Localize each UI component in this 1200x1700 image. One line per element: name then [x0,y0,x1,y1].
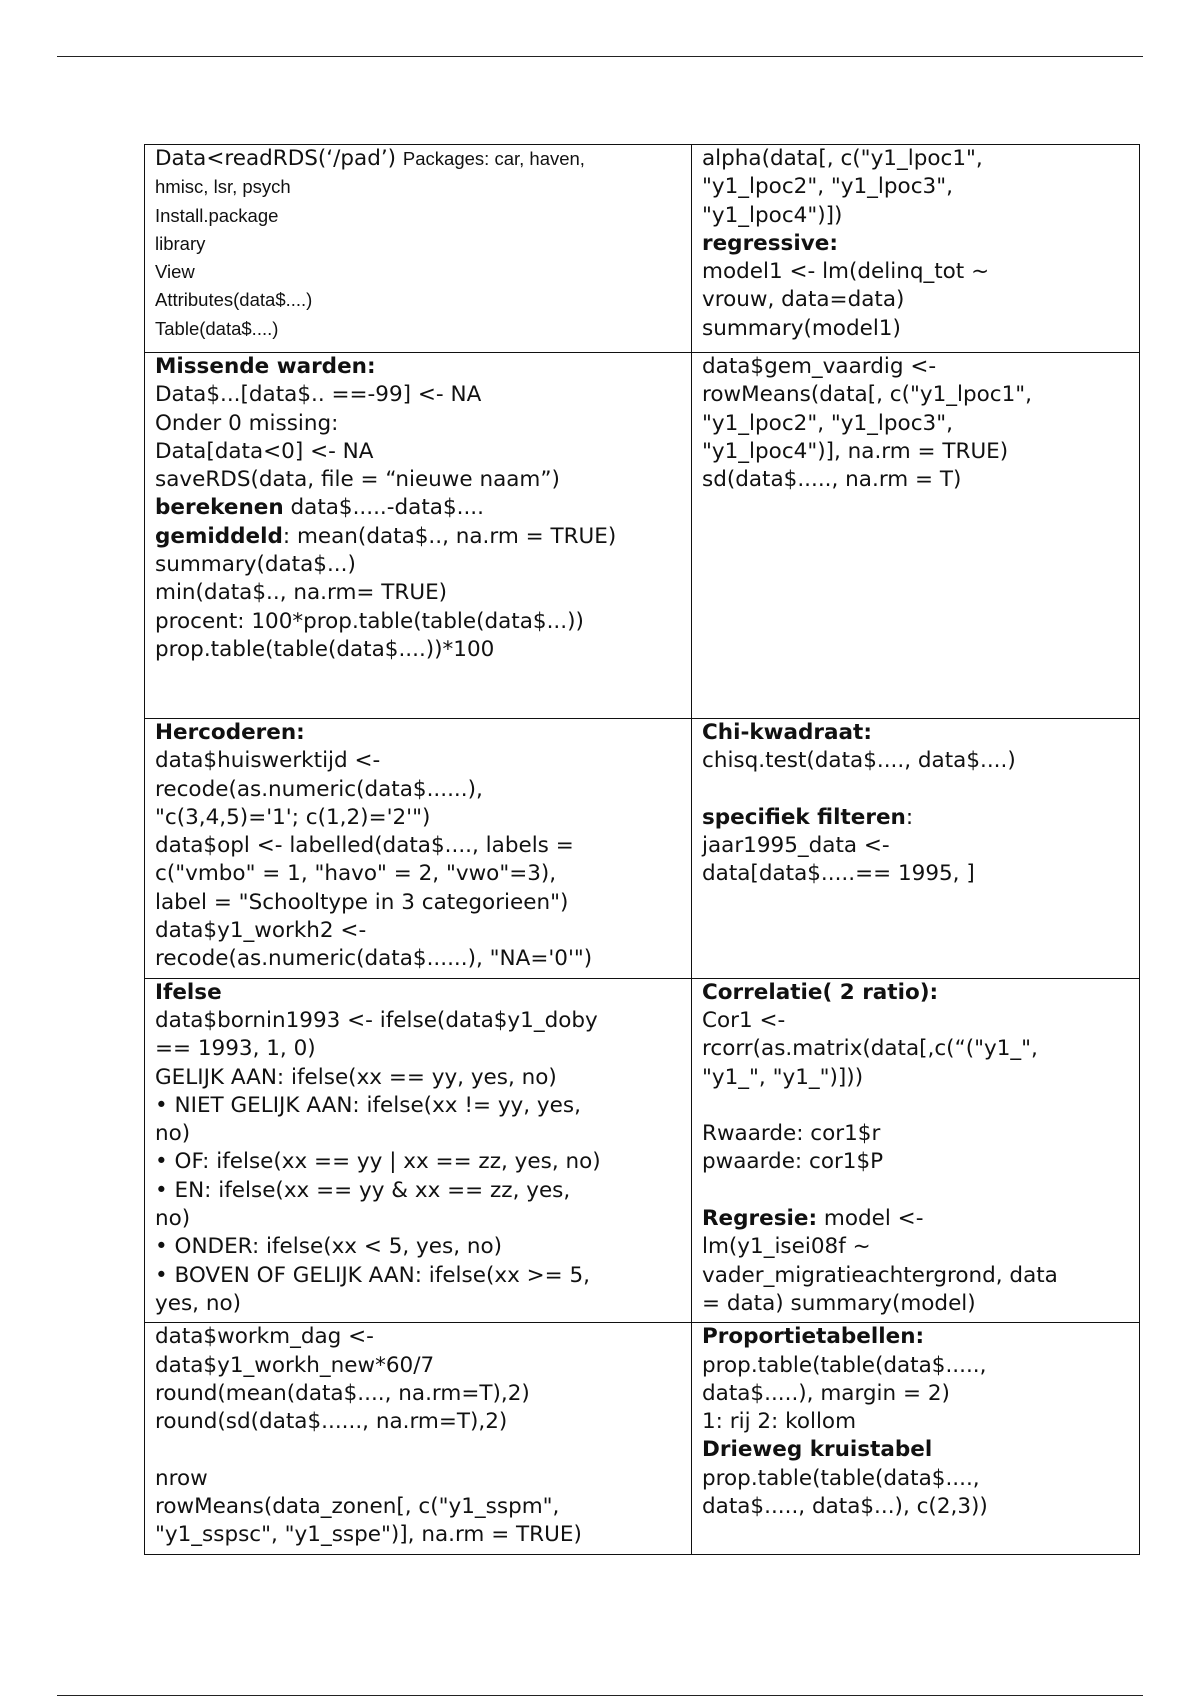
text-line: prop.table(table(data$...., [702,1465,980,1491]
table-row [145,145,1140,353]
cell-missing-values [145,353,692,719]
cheat-sheet-table [144,144,1140,1555]
text-line: data$y1_workh_new*60/7 [155,1352,435,1378]
text-line: recode(as.numeric(data$......), "NA='0'") [155,946,593,972]
text-line: nrow [155,1465,208,1491]
text-fragment: data$.....-data$.... [283,495,484,521]
text-line: "y1_", "y1_")])) [702,1064,864,1090]
text-line: 1: rij 2: kollom [702,1409,857,1435]
text-line: model1 <- lm(delinq_tot ~ [702,259,990,285]
load-command: Data<readRDS(‘/pad’) [155,146,397,171]
text-line: procent: 100*prop.table(table(data$...)) [155,608,584,634]
text-line: Onder 0 missing: [155,410,339,436]
text-line: Install.package [155,204,279,226]
text-line: data$bornin1993 <- ifelse(data$y1_doby [155,1007,598,1033]
text-line: data$gem_vaardig <- [702,354,937,379]
text-line: View [155,261,195,283]
text-line: Attributes(data$....) [155,289,313,311]
text-line: rowMeans(data[, c("y1_lpoc1", [702,382,1033,408]
cell-proportion-tables [692,1323,1140,1554]
spacer [155,1436,683,1464]
section-heading: Correlatie( 2 ratio): [702,979,939,1005]
section-heading: Regresie: [702,1206,818,1232]
spacer [702,1092,1131,1120]
section-heading: Ifelse [155,979,222,1005]
cell-recode [145,719,692,979]
cell-alpha-regression [692,145,1140,353]
cell-load-data [145,145,692,353]
text-line: prop.table(table(data$....., [702,1352,987,1378]
text-line: summary(data$...) [155,552,356,578]
text-line: • ONDER: ifelse(xx < 5, yes, no) [155,1234,503,1260]
text-line: • BOVEN OF GELIJK AAN: ifelse(xx >= 5, [155,1262,590,1288]
text-line: sd(data$....., na.rm = T) [702,467,962,493]
text-line: library [155,232,206,254]
text-line: data$....., data$...), c(2,3)) [702,1494,988,1520]
text-line: • NIET GELIJK AAN: ifelse(xx != yy, yes, [155,1092,581,1118]
text-line: "y1_sspsc", "y1_sspe")], na.rm = TRUE) [155,1522,582,1548]
table-row [145,719,1140,979]
text-line: no) [155,1121,191,1147]
text-line: "y1_lpoc4")], na.rm = TRUE) [702,438,1009,464]
spacer [702,1177,1131,1205]
text-line: Data$...[data$.. ==-99] <- NA [155,382,482,408]
text-line: "y1_lpoc4")]) [702,202,843,228]
text-line: label = "Schooltype in 3 categorieen") [155,889,569,915]
text-line: • EN: ifelse(xx == yy & xx == zz, yes, [155,1177,571,1203]
text-line: rowMeans(data_zonen[, c("y1_sspm", [155,1494,560,1520]
text-line: data$workm_dag <- [155,1324,374,1350]
text-fragment: model <- [817,1206,924,1232]
text-line: "c(3,4,5)='1'; c(1,2)='2'") [155,804,431,830]
text-line: jaar1995_data <- [702,833,890,859]
text-line: saveRDS(data, file = “nieuwe naam”) [155,467,560,493]
text-line: recode(as.numeric(data$......), [155,776,483,802]
text-fragment: : [905,804,914,830]
text-fragment: : mean(data$.., na.rm = TRUE) [282,523,617,549]
text-line: hmisc, lsr, psych [155,176,291,198]
text-line: round(sd(data$......, na.rm=T),2) [155,1409,508,1435]
packages-label: Packages: car, haven, [402,148,585,169]
text-line: Cor1 <- [702,1007,786,1033]
table-row [145,353,1140,719]
text-line: • OF: ifelse(xx == yy | xx == zz, yes, no) [155,1149,601,1175]
text-line: pwaarde: cor1$P [702,1149,884,1175]
text-line: round(mean(data$...., na.rm=T),2) [155,1380,530,1406]
spacer [702,776,1131,804]
text-line: Data[data<0] <- NA [155,438,374,464]
text-line: GELIJK AAN: ifelse(xx == yy, yes, no) [155,1064,557,1090]
text-line: min(data$.., na.rm= TRUE) [155,580,448,606]
table-row [145,1323,1140,1554]
text-line: vrouw, data=data) [702,287,905,313]
text-line: alpha(data[, c("y1_lpoc1", [702,146,983,171]
section-heading: Proportietabellen: [702,1324,925,1350]
text-line: no) [155,1206,191,1232]
text-line: data[data$.....== 1995, ] [702,861,975,887]
text-line: summary(model1) [702,315,901,341]
text-line: data$y1_workh2 <- [155,918,367,944]
text-line: = data) summary(model) [702,1290,976,1316]
text-line: Table(data$....) [155,317,279,339]
text-line: "y1_lpoc2", "y1_lpoc3", [702,174,953,200]
header-rule [57,56,1143,57]
text-line: Rwaarde: cor1$r [702,1121,881,1147]
section-heading: Missende warden: [155,354,376,379]
text-line: prop.table(table(data$....))*100 [155,636,495,662]
section-heading: Drieweg kruistabel [702,1437,933,1463]
text-line: c("vmbo" = 1, "havo" = 2, "vwo"=3), [155,861,557,887]
section-heading: regressive: [702,230,838,256]
cell-row-means [692,353,1140,719]
text-line: yes, no) [155,1290,241,1316]
text-line: == 1993, 1, 0) [155,1036,316,1062]
text-line: "y1_lpoc2", "y1_lpoc3", [702,410,953,436]
section-heading: specifiek filteren [702,804,906,830]
cell-ifelse [145,978,692,1323]
inline-heading: berekenen [155,495,284,521]
table-row [145,978,1140,1323]
text-line: data$huiswerktijd <- [155,748,381,774]
text-line: chisq.test(data$...., data$....) [702,748,1016,774]
section-heading: Chi-kwadraat: [702,720,872,745]
text-line: lm(y1_isei08f ~ [702,1234,871,1260]
text-line: data$.....), margin = 2) [702,1380,950,1406]
cell-chi-square [692,719,1140,979]
inline-heading: gemiddeld [155,523,283,549]
cell-workm-dag [145,1323,692,1554]
footer-rule [57,1695,1143,1696]
text-line: rcorr(as.matrix(data[,c(“("y1_", [702,1036,1038,1062]
cell-correlation [692,978,1140,1323]
text-line: data$opl <- labelled(data$...., labels = [155,833,574,859]
section-heading: Hercoderen: [155,720,305,745]
text-line: vader_migratieachtergrond, data [702,1262,1058,1288]
